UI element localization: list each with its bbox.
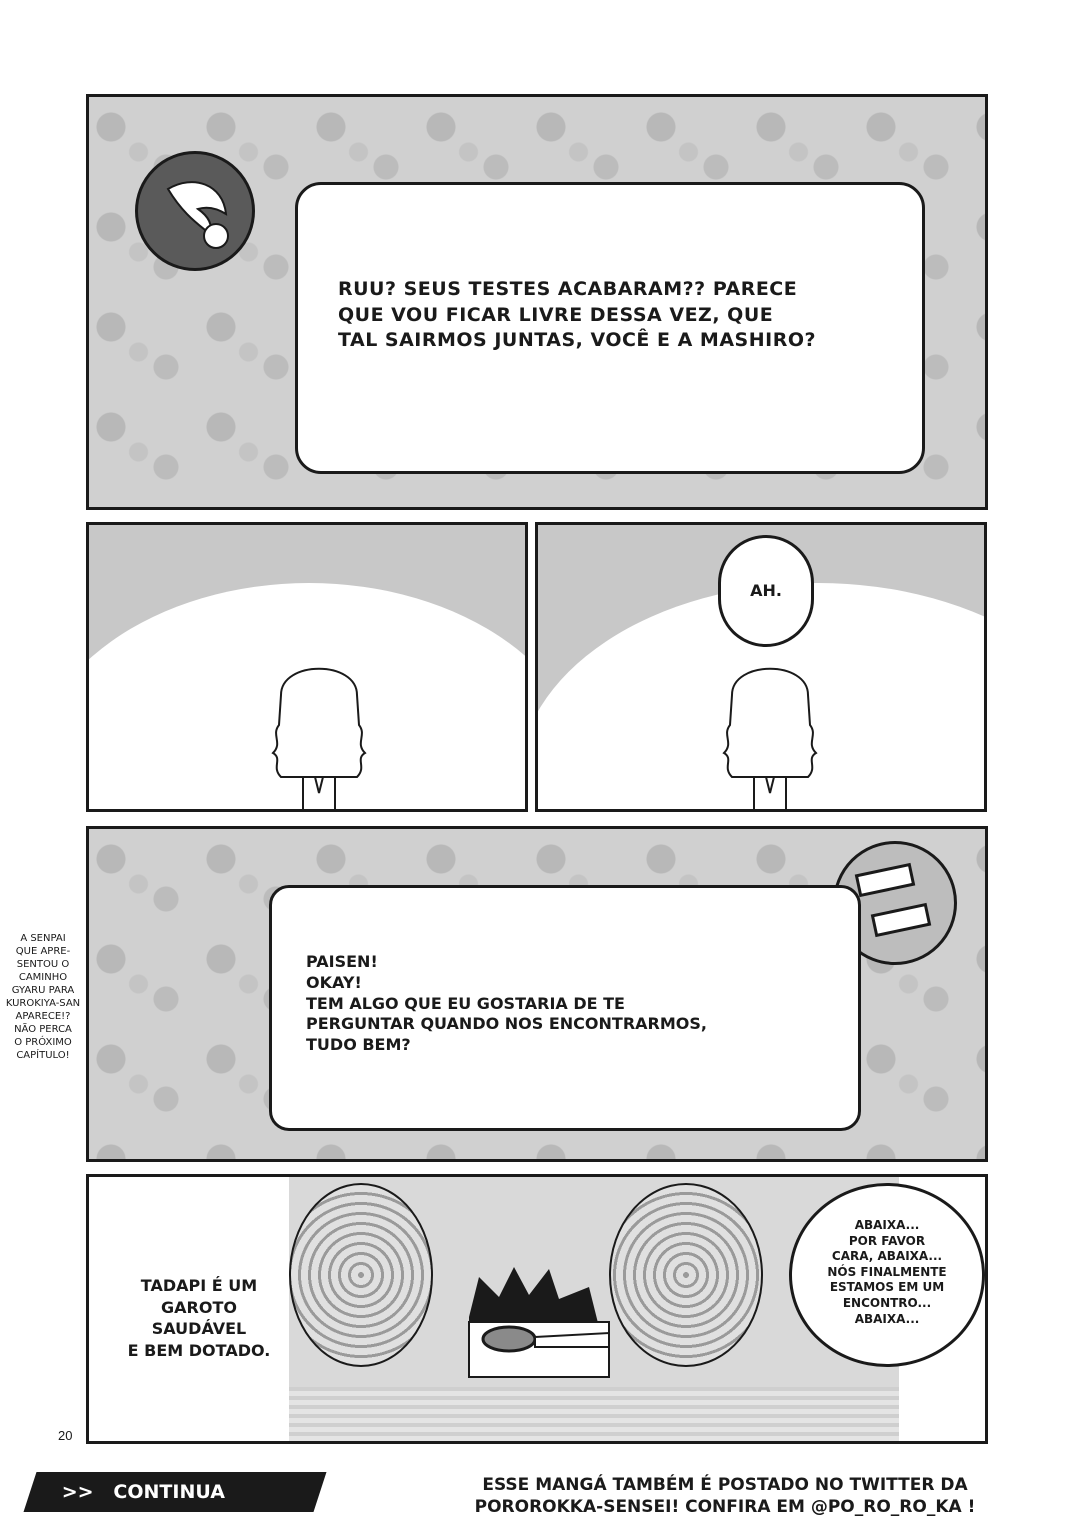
speech-text: PAISEN! OKAY! TEM ALGO QUE EU GOSTARIA DE TE PERGUNTAR QUANDO NOS ENCONTRARMOS, TUDO BEM? xyxy=(306,952,707,1055)
character-back xyxy=(259,655,379,812)
speech-text: AH. xyxy=(750,581,782,600)
thought-text: ABAIXA... POR FAVOR CARA, ABAIXA... NÓS FINALMENTE ESTAMOS EM UM ENCONTRO... ABAIXA... xyxy=(827,1218,947,1326)
continue-banner xyxy=(24,1472,327,1512)
page-number: 20 xyxy=(58,1428,73,1443)
panel-5 xyxy=(86,1174,988,1444)
footer-notice: ESSE MANGÁ TAMBÉM É POSTADO NO TWITTER DA POROROKKA-SENSEI! CONFIRA EM @PO_RO_RO_KA ! xyxy=(474,1475,976,1518)
wing-icon xyxy=(135,151,255,271)
continue-label: >> CONTINUA xyxy=(61,1481,225,1503)
panel-3 xyxy=(535,522,987,812)
speech-bubble xyxy=(295,182,925,474)
speech-bubble xyxy=(718,535,814,647)
swirl-right xyxy=(609,1183,763,1367)
thought-bubble xyxy=(789,1183,985,1367)
water-surface xyxy=(289,1387,899,1444)
swirl-left xyxy=(289,1183,433,1367)
character-back xyxy=(710,655,830,812)
panel-1 xyxy=(86,94,988,510)
speech-text: RUU? SEUS TESTES ACABARAM?? PARECE QUE VOU FICAR LIVRE DESSA VEZ, QUE TAL SAIRMOS JUNTAS, VOCÊ E A MASHIRO? xyxy=(338,278,817,352)
panel-4 xyxy=(86,826,988,1162)
panel-2 xyxy=(86,522,528,812)
side-note: A SENPAI QUE APRE- SENTOU O CAMINHO GYARU PARA KUROKIYA-SAN APARECE!? NÃO PERCA O PRÓXIMO CAPÍTULO! xyxy=(5,933,81,1061)
speech-bubble xyxy=(269,885,861,1131)
narration-text: TADAPI É UM GAROTO SAUDÁVEL E BEM DOTADO. xyxy=(127,1276,271,1360)
character-face xyxy=(439,1257,629,1387)
